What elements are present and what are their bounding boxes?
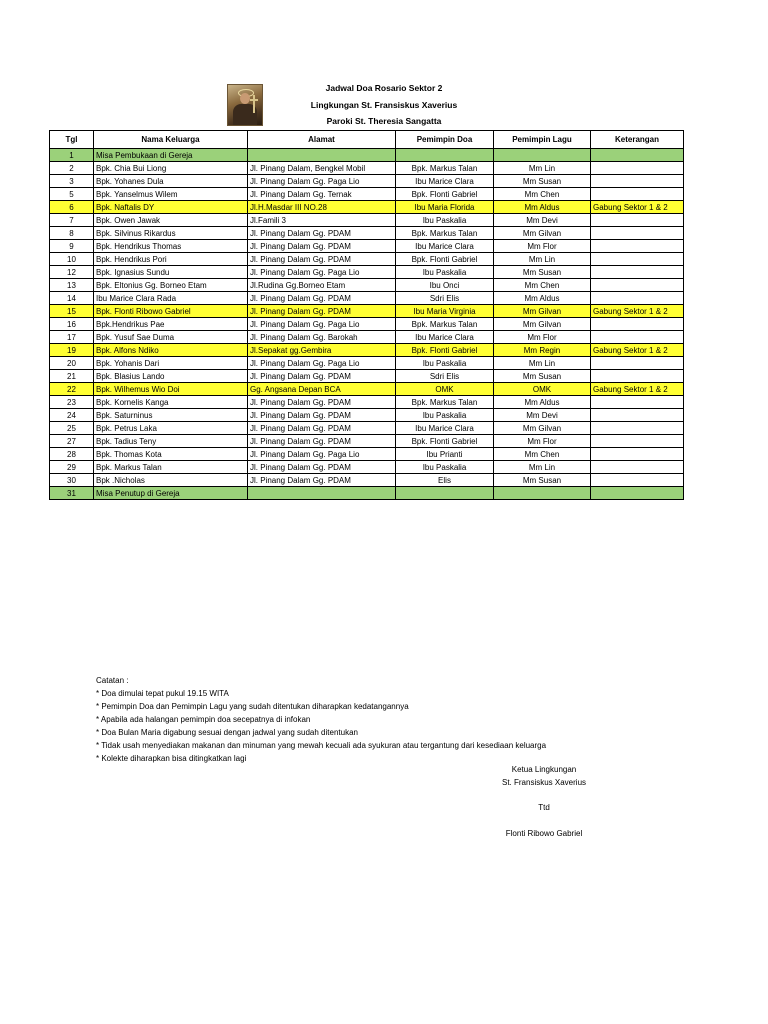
nama-keluarga-cell: Misa Pembukaan di Gereja [94,149,248,162]
pemimpin-lagu-cell: Mm Aldus [494,292,591,305]
nama-keluarga-cell: Bpk. Saturninus [94,409,248,422]
alamat-cell [248,487,396,500]
pemimpin-doa-cell: Bpk. Flonti Gabriel [396,344,494,357]
note-item: * Doa dimulai tepat pukul 19.15 WITA [96,689,229,698]
alamat-cell: Jl. Pinang Dalam Gg. PDAM [248,370,396,383]
table-row [50,344,684,357]
pemimpin-lagu-cell: Mm Gilvan [494,227,591,240]
column-header-pemimpin-lagu: Pemimpin Lagu [494,131,591,149]
nama-keluarga-cell: Bpk. Eltonius Gg. Borneo Etam [94,279,248,292]
pemimpin-doa-cell: Elis [396,474,494,487]
tgl-cell: 10 [50,253,94,266]
table-row [50,292,684,305]
pemimpin-doa-cell: Sdri Elis [396,370,494,383]
notes-title: Catatan : [96,676,129,685]
keterangan-cell [591,318,684,331]
tgl-cell: 19 [50,344,94,357]
column-header-nama-keluarga: Nama Keluarga [94,131,248,149]
keterangan-cell [591,422,684,435]
alamat-cell: Jl. Pinang Dalam Gg. Paga Lio [248,357,396,370]
pemimpin-lagu-cell: Mm Susan [494,474,591,487]
alamat-cell: Jl.H.Masdar III NO.28 [248,201,396,214]
keterangan-cell [591,331,684,344]
pemimpin-doa-cell: Ibu Marice Clara [396,422,494,435]
nama-keluarga-cell: Bpk. Hendrikus Pori [94,253,248,266]
pemimpin-doa-cell: Ibu Paskalia [396,357,494,370]
keterangan-cell: Gabung Sektor 1 & 2 [591,344,684,357]
table-row [50,279,684,292]
nama-keluarga-cell: Bpk. Yohanes Dula [94,175,248,188]
pemimpin-lagu-cell: Mm Gilvan [494,305,591,318]
tgl-cell: 13 [50,279,94,292]
keterangan-cell [591,279,684,292]
alamat-cell: Jl. Pinang Dalam Gg. PDAM [248,409,396,422]
table-row [50,487,684,500]
pemimpin-doa-cell: Ibu Maria Florida [396,201,494,214]
pemimpin-lagu-cell: Mm Devi [494,409,591,422]
tgl-cell: 7 [50,214,94,227]
keterangan-cell [591,175,684,188]
pemimpin-doa-cell: Bpk. Markus Talan [396,227,494,240]
alamat-cell: Jl. Pinang Dalam Gg. Barokah [248,331,396,344]
pemimpin-lagu-cell [494,487,591,500]
notes-section [96,674,546,765]
nama-keluarga-cell: Bpk. Yanselmus Wilem [94,188,248,201]
table-row [50,253,684,266]
pemimpin-doa-cell: OMK [396,383,494,396]
keterangan-cell [591,487,684,500]
alamat-cell: Jl.Rudina Gg.Borneo Etam [248,279,396,292]
column-header-pemimpin-doa: Pemimpin Doa [396,131,494,149]
pemimpin-doa-cell: Bpk. Markus Talan [396,318,494,331]
keterangan-cell [591,188,684,201]
tgl-cell: 2 [50,162,94,175]
table-row [50,162,684,175]
pemimpin-doa-cell: Ibu Marice Clara [396,331,494,344]
alamat-cell: Jl.Famili 3 [248,214,396,227]
keterangan-cell [591,149,684,162]
table-row [50,188,684,201]
nama-keluarga-cell: Ibu Marice Clara Rada [94,292,248,305]
tgl-cell: 27 [50,435,94,448]
table-row [50,201,684,214]
table-row [50,331,684,344]
note-item: * Pemimpin Doa dan Pemimpin Lagu yang sudah ditentukan diharapkan kedatangannya [96,702,409,711]
tgl-cell: 24 [50,409,94,422]
pemimpin-lagu-cell [494,149,591,162]
alamat-cell: Jl. Pinang Dalam Gg. PDAM [248,253,396,266]
saint-portrait-image [227,84,263,126]
alamat-cell: Jl. Pinang Dalam Gg. PDAM [248,305,396,318]
alamat-cell: Jl. Pinang Dalam Gg. PDAM [248,461,396,474]
pemimpin-lagu-cell: Mm Flor [494,240,591,253]
nama-keluarga-cell: Bpk. Thomas Kota [94,448,248,461]
keterangan-cell [591,370,684,383]
tgl-cell: 17 [50,331,94,344]
alamat-cell: Jl. Pinang Dalam Gg. PDAM [248,474,396,487]
alamat-cell: Jl. Pinang Dalam Gg. PDAM [248,240,396,253]
alamat-cell: Jl. Pinang Dalam Gg. PDAM [248,435,396,448]
signature-role: Ketua Lingkungan [511,765,577,774]
alamat-cell: Jl. Pinang Dalam Gg. PDAM [248,396,396,409]
keterangan-cell: Gabung Sektor 1 & 2 [591,201,684,214]
nama-keluarga-cell: Bpk. Petrus Laka [94,422,248,435]
table-row [50,474,684,487]
keterangan-cell [591,227,684,240]
table-row [50,214,684,227]
tgl-cell: 3 [50,175,94,188]
nama-keluarga-cell: Bpk. Yusuf Sae Duma [94,331,248,344]
keterangan-cell [591,474,684,487]
nama-keluarga-cell: Bpk. Blasius Lando [94,370,248,383]
alamat-cell: Jl. Pinang Dalam Gg. Paga Lio [248,266,396,279]
alamat-cell [248,149,396,162]
pemimpin-doa-cell: Bpk. Markus Talan [396,162,494,175]
table-row [50,396,684,409]
tgl-cell: 12 [50,266,94,279]
keterangan-cell [591,435,684,448]
pemimpin-lagu-cell: Mm Aldus [494,201,591,214]
keterangan-cell [591,240,684,253]
nama-keluarga-cell: Bpk. Naftalis DY [94,201,248,214]
alamat-cell: Jl. Pinang Dalam Gg. PDAM [248,422,396,435]
pemimpin-lagu-cell: Mm Devi [494,214,591,227]
keterangan-cell [591,214,684,227]
table-row [50,357,684,370]
table-row [50,318,684,331]
table-row [50,461,684,474]
table-row [50,266,684,279]
alamat-cell: Jl. Pinang Dalam, Bengkel Mobil [248,162,396,175]
table-row [50,383,684,396]
alamat-cell: Jl. Pinang Dalam Gg. Paga Lio [248,175,396,188]
tgl-cell: 15 [50,305,94,318]
table-row [50,227,684,240]
pemimpin-lagu-cell: Mm Chen [494,188,591,201]
pemimpin-doa-cell: Bpk. Flonti Gabriel [396,253,494,266]
keterangan-cell [591,448,684,461]
keterangan-cell [591,357,684,370]
alamat-cell: Jl. Pinang Dalam Gg. Paga Lio [248,318,396,331]
pemimpin-lagu-cell: Mm Gilvan [494,318,591,331]
nama-keluarga-cell: Bpk.Hendrikus Pae [94,318,248,331]
nama-keluarga-cell: Bpk. Hendrikus Thomas [94,240,248,253]
tgl-cell: 9 [50,240,94,253]
nama-keluarga-cell: Bpk. Markus Talan [94,461,248,474]
signature-name: Flonti Ribowo Gabriel [505,829,583,838]
tgl-cell: 21 [50,370,94,383]
pemimpin-doa-cell: Bpk. Flonti Gabriel [396,188,494,201]
keterangan-cell [591,162,684,175]
tgl-cell: 6 [50,201,94,214]
tgl-cell: 25 [50,422,94,435]
alamat-cell: Jl.Sepakat gg.Gembira [248,344,396,357]
pemimpin-doa-cell: Ibu Prianti [396,448,494,461]
pemimpin-doa-cell: Bpk. Flonti Gabriel [396,435,494,448]
alamat-cell: Gg. Angsana Depan BCA [248,383,396,396]
pemimpin-doa-cell: Ibu Onci [396,279,494,292]
signature-org: St. Fransiskus Xaverius [501,778,587,787]
table-header-row [50,131,684,149]
column-header-tgl: Tgl [50,131,94,149]
pemimpin-lagu-cell: Mm Susan [494,175,591,188]
pemimpin-lagu-cell: Mm Susan [494,266,591,279]
tgl-cell: 29 [50,461,94,474]
alamat-cell: Jl. Pinang Dalam Gg. Paga Lio [248,448,396,461]
nama-keluarga-cell: Bpk. Chia Bui Liong [94,162,248,175]
pemimpin-doa-cell: Sdri Elis [396,292,494,305]
table-row [50,409,684,422]
pemimpin-doa-cell: Ibu Marice Clara [396,240,494,253]
nama-keluarga-cell: Bpk. Owen Jawak [94,214,248,227]
pemimpin-lagu-cell: Mm Lin [494,357,591,370]
pemimpin-lagu-cell: Mm Flor [494,435,591,448]
document-subtitle-lingkungan: Lingkungan St. Fransiskus Xaverius [310,100,458,110]
nama-keluarga-cell: Bpk. Ignasius Sundu [94,266,248,279]
nama-keluarga-cell: Bpk. Silvinus Rikardus [94,227,248,240]
column-header-alamat: Alamat [248,131,396,149]
table-row [50,240,684,253]
schedule-table-body [50,149,684,500]
tgl-cell: 23 [50,396,94,409]
pemimpin-doa-cell: Ibu Paskalia [396,214,494,227]
note-item: * Doa Bulan Maria digabung sesuai dengan jadwal yang sudah ditentukan [96,728,358,737]
note-item: * Apabila ada halangan pemimpin doa secepatnya di infokan [96,715,311,724]
document-title: Jadwal Doa Rosario Sektor 2 [325,83,443,93]
nama-keluarga-cell: Misa Penutup di Gereja [94,487,248,500]
pemimpin-lagu-cell: Mm Regin [494,344,591,357]
nama-keluarga-cell: Bpk. Tadius Teny [94,435,248,448]
pemimpin-lagu-cell: Mm Flor [494,331,591,344]
nama-keluarga-cell: Bpk. Wilhemus Wio Doi [94,383,248,396]
pemimpin-lagu-cell: OMK [494,383,591,396]
pemimpin-lagu-cell: Mm Chen [494,448,591,461]
alamat-cell: Jl. Pinang Dalam Gg. PDAM [248,292,396,305]
table-row [50,435,684,448]
tgl-cell: 30 [50,474,94,487]
note-item: * Tidak usah menyediakan makanan dan minuman yang mewah kecuali ada syukuran atau tergantung dari kesediaan keluarga [96,741,547,750]
tgl-cell: 16 [50,318,94,331]
pemimpin-lagu-cell: Mm Gilvan [494,422,591,435]
pemimpin-lagu-cell: Mm Lin [494,253,591,266]
table-row [50,305,684,318]
tgl-cell: 31 [50,487,94,500]
nama-keluarga-cell: Bpk. Kornelis Kanga [94,396,248,409]
tgl-cell: 8 [50,227,94,240]
pemimpin-lagu-cell: Mm Aldus [494,396,591,409]
table-row [50,370,684,383]
table-row [50,149,684,162]
tgl-cell: 5 [50,188,94,201]
pemimpin-doa-cell: Bpk. Markus Talan [396,396,494,409]
pemimpin-lagu-cell: Mm Lin [494,461,591,474]
alamat-cell: Jl. Pinang Dalam Gg. Ternak [248,188,396,201]
table-row [50,175,684,188]
nama-keluarga-cell: Bpk. Yohanis Dari [94,357,248,370]
tgl-cell: 20 [50,357,94,370]
keterangan-cell [591,253,684,266]
signature-ttd: Ttd [538,803,550,812]
pemimpin-lagu-cell: Mm Chen [494,279,591,292]
keterangan-cell: Gabung Sektor 1 & 2 [591,383,684,396]
alamat-cell: Jl. Pinang Dalam Gg. PDAM [248,227,396,240]
keterangan-cell [591,409,684,422]
pemimpin-lagu-cell: Mm Susan [494,370,591,383]
tgl-cell: 14 [50,292,94,305]
pemimpin-lagu-cell: Mm Lin [494,162,591,175]
table-row [50,448,684,461]
note-item: * Kolekte diharapkan bisa ditingkatkan lagi [96,754,247,763]
tgl-cell: 28 [50,448,94,461]
pemimpin-doa-cell: Ibu Maria Virginia [396,305,494,318]
pemimpin-doa-cell: Ibu Paskalia [396,266,494,279]
keterangan-cell [591,266,684,279]
nama-keluarga-cell: Bpk. Alfons Ndiko [94,344,248,357]
nama-keluarga-cell: Bpk. Flonti Ribowo Gabriel [94,305,248,318]
column-header-keterangan: Keterangan [591,131,684,149]
keterangan-cell [591,292,684,305]
schedule-table [49,130,684,500]
tgl-cell: 22 [50,383,94,396]
pemimpin-doa-cell: Ibu Paskalia [396,409,494,422]
table-row [50,422,684,435]
pemimpin-doa-cell: Ibu Paskalia [396,461,494,474]
pemimpin-doa-cell [396,149,494,162]
document-subtitle-paroki: Paroki St. Theresia Sangatta [326,116,442,126]
keterangan-cell [591,396,684,409]
pemimpin-doa-cell: Ibu Marice Clara [396,175,494,188]
keterangan-cell [591,461,684,474]
nama-keluarga-cell: Bpk .Nicholas [94,474,248,487]
tgl-cell: 1 [50,149,94,162]
pemimpin-doa-cell [396,487,494,500]
keterangan-cell: Gabung Sektor 1 & 2 [591,305,684,318]
